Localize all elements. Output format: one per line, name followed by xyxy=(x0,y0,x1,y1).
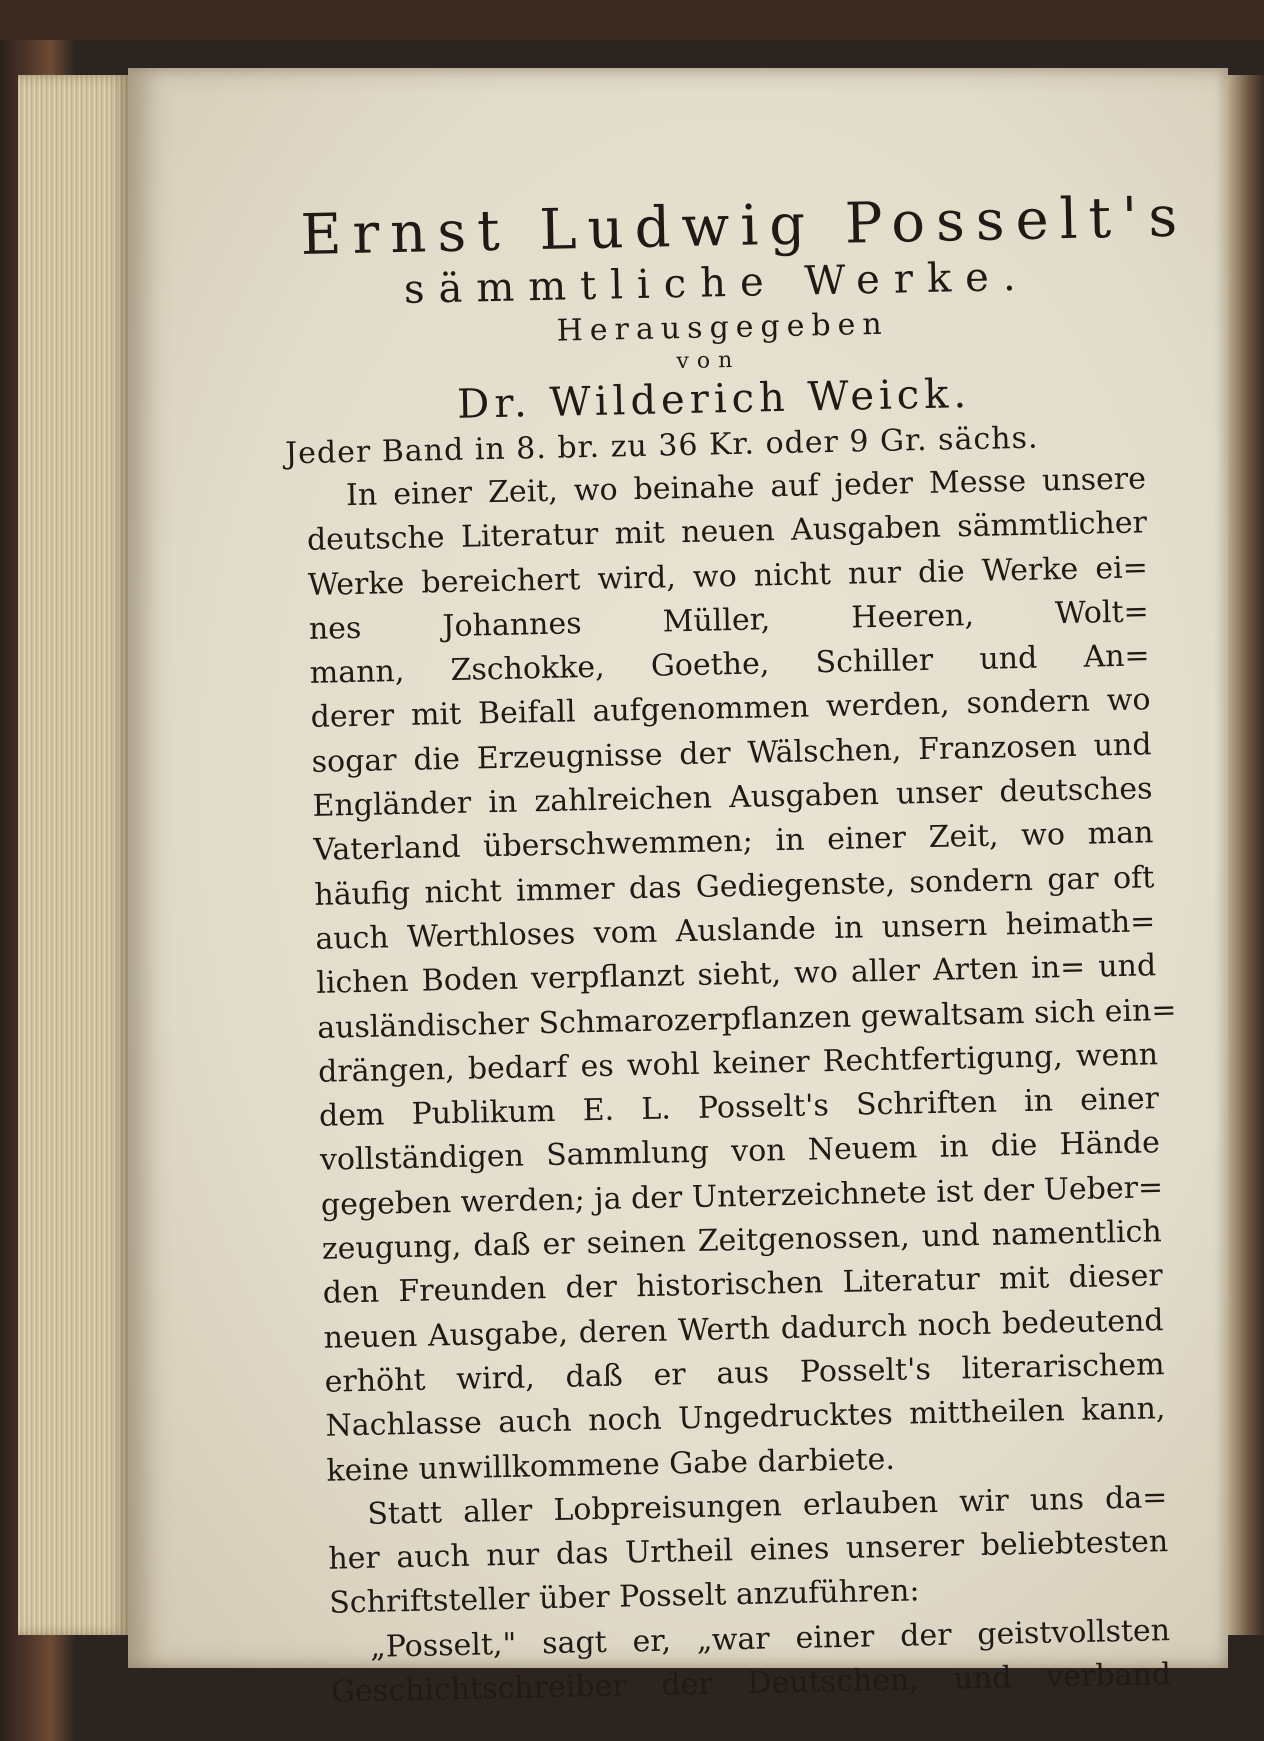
text-line: Nachlasse auch noch Ungedrucktes mittheilen kann, xyxy=(325,1391,1166,1444)
text-line: ausländischer Schmarozerpflanzen gewaltsam sich ein= xyxy=(316,992,1177,1046)
text-line: zeugung, daß er seinen Zeitgenossen, und namentlich xyxy=(321,1214,1163,1267)
text-line: Werke bereichert wird, wo nicht nur die Werke ei= xyxy=(307,549,1149,603)
text-line: In einer Zeit, wo beinahe auf jeder Messe unsere xyxy=(345,461,1147,514)
text-line: auch Werthloses vom Auslande in unsern heimath= xyxy=(315,904,1156,957)
author-name: Dr. Wilderich Weick. xyxy=(456,370,972,428)
text-line: neuen Ausgabe, deren Werth dadurch noch bedeutend xyxy=(323,1302,1164,1356)
text-line: sogar die Erzeugnisse der Wälschen, Franzosen und xyxy=(311,727,1152,780)
text-line: derer mit Beifall aufgenommen werden, sondern wo xyxy=(310,682,1151,736)
text-line: Vaterland überschwemmen; in einer Zeit, wo man xyxy=(313,815,1154,869)
text-line: nes Johannes Müller, Heeren, Wolt= xyxy=(308,594,1150,647)
text-line: vollständigen Sammlung von Neuem in die Hände xyxy=(319,1125,1161,1179)
text-line: deutsche Literatur mit neuen Ausgaben sämmtlicher xyxy=(306,505,1148,559)
edited-by-label: Herausgegeben xyxy=(556,306,890,349)
text-line: drängen, bedarf es wohl keiner Rechtfertigung, wenn xyxy=(317,1037,1159,1090)
subtitle: sämmtliche Werke. xyxy=(403,253,1031,313)
page-text xyxy=(284,184,1191,1715)
von-label: von xyxy=(676,347,741,375)
text-line: Statt aller Lobpreisungen erlauben wir uns da= xyxy=(367,1479,1168,1532)
text-line: Schriftsteller über Posselt anzuführen: xyxy=(328,1573,920,1622)
text-line: „Posselt," sagt er, „war einer der geistvollsten xyxy=(369,1612,1171,1665)
text-line: Engländer in zahlreichen Ausgaben unser deutsches xyxy=(312,771,1153,824)
text-line: erhöht wird, daß er aus Posselt's literarischem xyxy=(324,1347,1165,1400)
page-edges xyxy=(18,75,128,1635)
text-line: dem Publikum E. L. Posselt's Schriften in einer xyxy=(318,1081,1160,1134)
text-line: lichen Boden verpflanzt sieht, wo aller Arten in= und xyxy=(315,948,1157,1002)
text-line: keine unwillkommene Gabe darbiete. xyxy=(326,1441,896,1489)
text-line: Geschichtschreiber der Deutschen, und verband xyxy=(330,1657,1172,1710)
text-line: gegeben werden; ja der Unterzeichnete ist der Ueber= xyxy=(320,1169,1164,1223)
text-line: häufig nicht immer das Gediegenste, sondern gar oft xyxy=(314,859,1155,913)
facing-page-edge xyxy=(1228,75,1264,1635)
text-line: den Freunden der historischen Literatur mit dieser xyxy=(322,1258,1163,1312)
title: Ernst Ludwig Posselt's xyxy=(299,184,1189,268)
text-line: her auch nur das Urtheil eines unserer beliebtesten xyxy=(328,1524,1169,1577)
text-line: mann, Zschokke, Goethe, Schiller und An= xyxy=(309,638,1150,692)
price-line: Jeder Band in 8. br. zu 36 Kr. oder 9 Gr. sächs. xyxy=(284,420,1039,472)
